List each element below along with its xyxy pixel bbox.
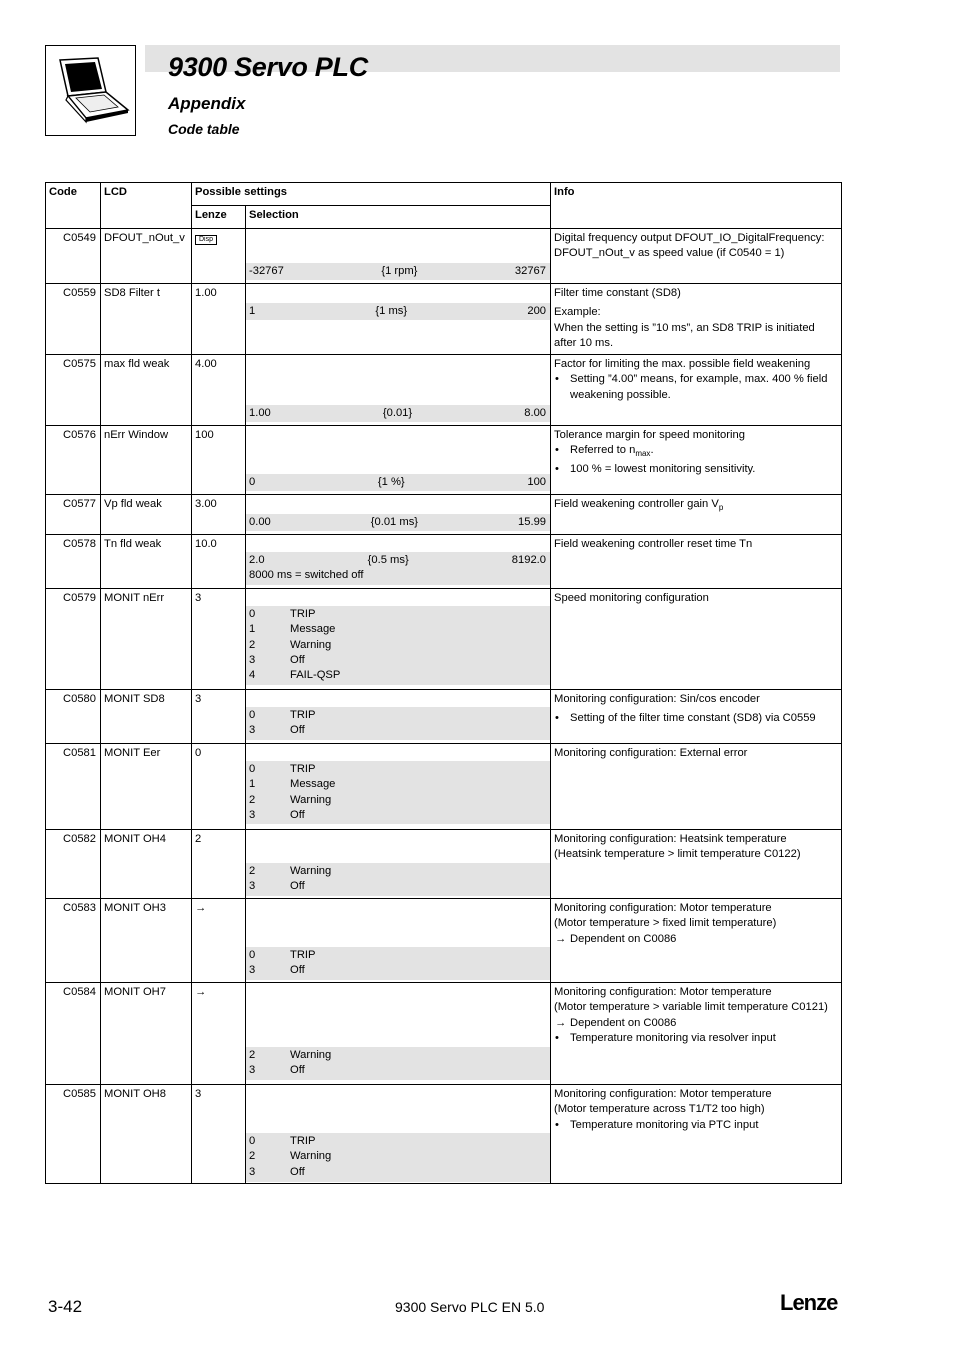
table-row: [46, 284, 842, 355]
selection-cell: [246, 284, 551, 355]
lenze-cell: [192, 983, 246, 1085]
code-cell: C0584: [46, 983, 101, 1085]
options-list: 2 Warning 3 Off: [246, 1047, 550, 1080]
range: 0.00 {0.01 ms} 15.99: [246, 514, 550, 531]
header-lenze: Lenze: [192, 206, 246, 229]
info-cell: Monitoring configuration: Motor temperature (Motor temperature across T1/T2 too high) • Temperature monitoring via PTC input: [551, 1085, 842, 1184]
lcd-cell: Vp fld weak: [101, 495, 192, 535]
code-table: [45, 182, 842, 1184]
range: 1.00 {0.01} 8.00: [246, 405, 550, 422]
header-info: Info: [551, 183, 842, 229]
lenze-cell: 3: [192, 690, 246, 744]
selection-cell: [246, 983, 551, 1085]
table-row: [46, 589, 842, 690]
lenze-cell: 3: [192, 1085, 246, 1184]
selection-cell: [246, 229, 551, 284]
lcd-cell: Tn fld weak: [101, 535, 192, 589]
table-row: [46, 690, 842, 744]
range: -32767 {1 rpm} 32767: [246, 263, 550, 280]
selection-cell: [246, 589, 551, 690]
options-list: 0 TRIP 3 Off: [246, 707, 550, 740]
lenze-cell: [192, 229, 246, 284]
lcd-cell: MONIT nErr: [101, 589, 192, 690]
selection-cell: [246, 744, 551, 830]
lcd-cell: MONIT SD8: [101, 690, 192, 744]
info-cell: Monitoring configuration: Motor temperature (Motor temperature > variable limit temperature C0121) → Dependent on C0086 • Temperature monitoring via resolver input: [551, 983, 842, 1085]
lenze-cell: 1.00: [192, 284, 246, 355]
lcd-cell: MONIT Eer: [101, 744, 192, 830]
code-cell: C0578: [46, 535, 101, 589]
page-number: 3-42: [48, 1297, 83, 1316]
code-cell: C0582: [46, 830, 101, 899]
page-title: 9300 Servo PLC: [168, 52, 368, 82]
header-selection: Selection: [246, 206, 551, 229]
arrow-icon: →: [555, 932, 567, 945]
lenze-cell: [192, 899, 246, 983]
selection-cell: [246, 355, 551, 426]
code-cell: C0580: [46, 690, 101, 744]
document-id: 9300 Servo PLC EN 5.0: [395, 1299, 545, 1315]
code-cell: C0549: [46, 229, 101, 284]
info-cell: Field weakening controller reset time Tn: [551, 535, 842, 589]
options-list: 2 Warning 3 Off: [246, 863, 550, 896]
header-code: Code: [46, 183, 101, 229]
lcd-cell: MONIT OH4: [101, 830, 192, 899]
info-cell: Tolerance margin for speed monitoring • Referred to $n_{max}$. • 100 % = lowest monitoring sensitivity.: [551, 426, 842, 495]
lenze-cell: 3: [192, 589, 246, 690]
selection-cell: [246, 899, 551, 983]
selection-cell: [246, 690, 551, 744]
range: 0 {1 %} 100: [246, 474, 550, 491]
info-cell: Filter time constant (SD8) Example: When the setting is ”10 ms”, an SD8 TRIP is initiated after 10 ms.: [551, 284, 842, 355]
section-title: Code table: [168, 121, 240, 137]
table-row: [46, 495, 842, 535]
selection-cell: [246, 535, 551, 589]
info-cell: Digital frequency output DFOUT_IO_DigitalFrequency: DFOUT_nOut_v as speed value (if C0540 = 1): [551, 229, 842, 284]
table-row: [46, 426, 842, 495]
info-cell: Field weakening controller gain $V_p$: [551, 495, 842, 535]
lcd-cell: nErr Window: [101, 426, 192, 495]
options-list: 0 TRIP 2 Warning 3 Off: [246, 1133, 550, 1182]
options-list: 0 TRIP 3 Off: [246, 947, 550, 980]
header-logo-box: [45, 45, 136, 136]
info-cell: Factor for limiting the max. possible field weakening • Setting ”4.00” means, for example, max. 400 % field weakening possible.: [551, 355, 842, 426]
table-row: [46, 983, 842, 1085]
info-cell: Monitoring configuration: Motor temperature (Motor temperature > fixed limit temperature) → Dependent on C0086: [551, 899, 842, 983]
info-cell: Monitoring configuration: External error: [551, 744, 842, 830]
lcd-cell: MONIT OH3: [101, 899, 192, 983]
lcd-cell: MONIT OH8: [101, 1085, 192, 1184]
info-cell: Speed monitoring configuration: [551, 589, 842, 690]
lenze-cell: 3.00: [192, 495, 246, 535]
lcd-cell: SD8 Filter t: [101, 284, 192, 355]
table-row: [46, 899, 842, 983]
lenze-cell: 4.00: [192, 355, 246, 426]
table-row: [46, 229, 842, 284]
header-possible-settings: Possible settings: [192, 183, 551, 206]
table-row: [46, 355, 842, 426]
table-row: [46, 1085, 842, 1184]
range: 1 {1 ms} 200: [246, 303, 550, 320]
selection-cell: [246, 426, 551, 495]
table-row: [46, 830, 842, 899]
table-row: [46, 535, 842, 589]
arrow-icon: →: [555, 1016, 567, 1029]
code-cell: C0579: [46, 589, 101, 690]
arrow-icon: →: [195, 986, 207, 999]
header-lcd: LCD: [101, 183, 192, 229]
arrow-icon: →: [195, 902, 207, 915]
info-cell: Monitoring configuration: Sin/cos encoder • Setting of the filter time constant (SD8) via C0559: [551, 690, 842, 744]
code-cell: C0559: [46, 284, 101, 355]
lenze-cell: 2: [192, 830, 246, 899]
lenze-cell: 0: [192, 744, 246, 830]
lenze-cell: 10.0: [192, 535, 246, 589]
page-subtitle: Appendix: [168, 94, 246, 113]
selection-cell: [246, 830, 551, 899]
laptop-icon: [46, 46, 135, 135]
lenze-cell: 100: [192, 426, 246, 495]
selection-cell: [246, 495, 551, 535]
code-cell: C0583: [46, 899, 101, 983]
range: 2.0 {0.5 ms} 8192.0 8000 ms = switched off: [246, 552, 550, 585]
code-cell: C0577: [46, 495, 101, 535]
options-list: 0 TRIP 1 Message 2 Warning 3 Off: [246, 761, 550, 824]
code-cell: C0575: [46, 355, 101, 426]
lcd-cell: DFOUT_nOut_v: [101, 229, 192, 284]
lcd-cell: MONIT OH7: [101, 983, 192, 1085]
lcd-cell: max fld weak: [101, 355, 192, 426]
code-cell: C0576: [46, 426, 101, 495]
options-list: 0 TRIP 1 Message 2 Warning 3 Off 4 FAIL-QSP: [246, 606, 550, 684]
code-cell: C0581: [46, 744, 101, 830]
selection-cell: [246, 1085, 551, 1184]
disp-badge: Disp: [195, 235, 217, 245]
info-cell: Monitoring configuration: Heatsink temperature (Heatsink temperature > limit temperature C0122): [551, 830, 842, 899]
code-cell: C0585: [46, 1085, 101, 1184]
table-row: [46, 744, 842, 830]
lenze-logo: Lenze: [780, 1290, 838, 1315]
